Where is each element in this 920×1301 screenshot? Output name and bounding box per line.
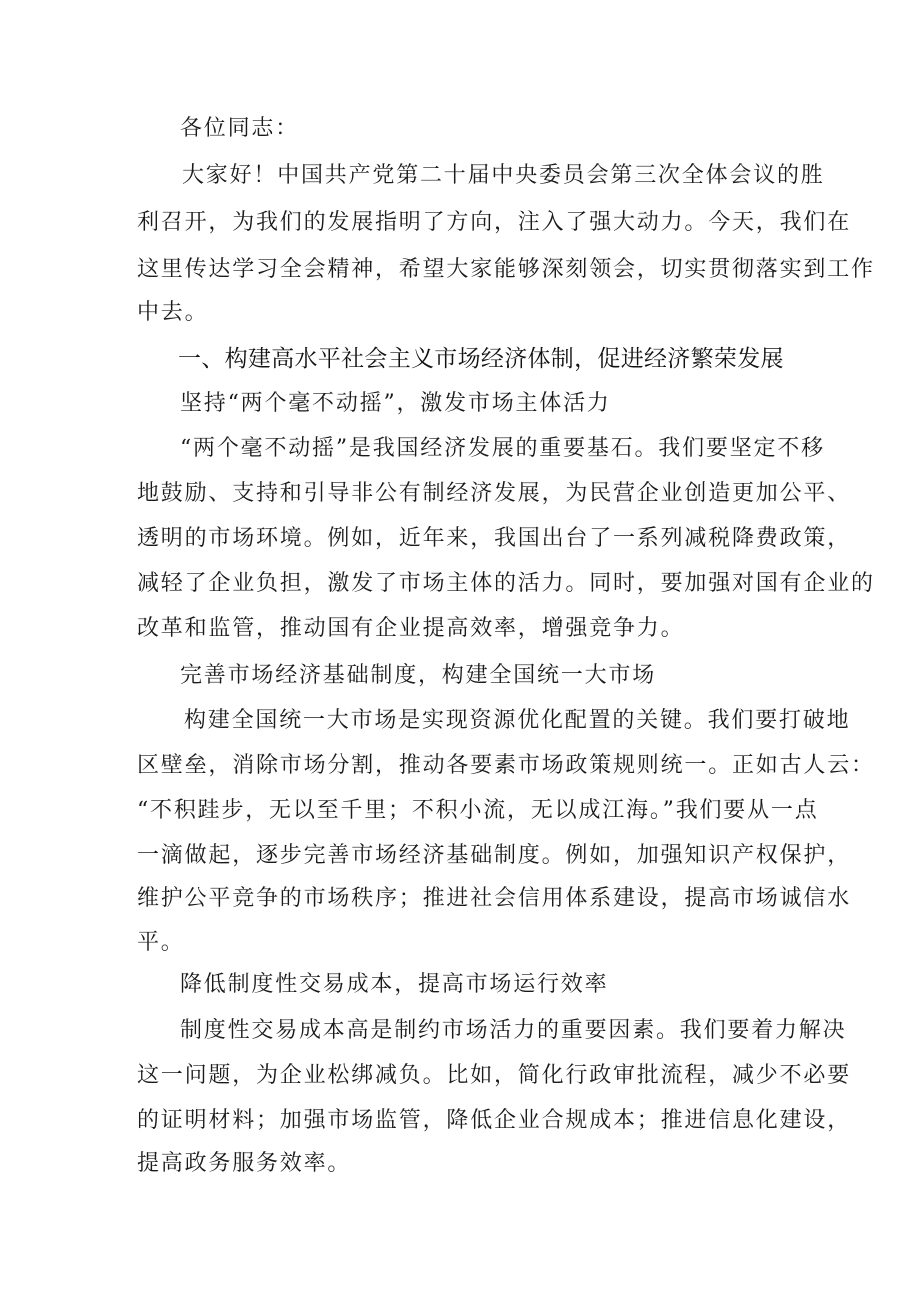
paragraph-line: “不积跬步，无以至千里；不积小流，无以成江海。”我们要从一点 (137, 798, 819, 823)
paragraph-line: 区壁垒，消除市场分割，推动各要素市场政策规则统一。正如古人云： (137, 753, 875, 778)
subsection-title: 完善市场经济基础制度，构建全国统一大市场 (180, 663, 657, 688)
paragraph-line: 减轻了企业负担，激发了市场主体的活力。同时，要加强对国有企业的 (137, 571, 875, 596)
paragraph-line: 的证明材料；加强市场监管，降低企业合规成本；推进信息化建设， (137, 1108, 852, 1133)
paragraph-line: “两个毫不动摇”是我国经济发展的重要基石。我们要坚定不移 (180, 436, 825, 461)
paragraph-line: 一滴做起，逐步完善市场经济基础制度。例如，加强知识产权保护， (137, 843, 852, 868)
section-heading: 一、构建高水平社会主义市场经济体制，促进经济繁荣发展 (178, 346, 784, 372)
intro-line: 利召开，为我们的发展指明了方向，注入了强大动力。今天，我们在 (137, 210, 852, 235)
paragraph-line: 制度性交易成本高是制约市场活力的重要因素。我们要着力解决 (180, 1018, 847, 1043)
paragraph-line: 平。 (137, 930, 185, 955)
paragraph-line: 维护公平竞争的市场秩序；推进社会信用体系建设，提高市场诚信水 (137, 886, 852, 911)
paragraph-line: 改革和监管，推动国有企业提高效率，增强竞争力。 (137, 616, 685, 641)
intro-line: 中去。 (137, 300, 209, 325)
subsection-title: 降低制度性交易成本，提高市场运行效率 (180, 972, 609, 997)
paragraph-line: 提高政务服务效率。 (137, 1151, 352, 1176)
paragraph-line: 构建全国统一大市场是实现资源优化配置的关键。我们要打破地 (184, 708, 851, 733)
paragraph-line: 地鼓励、支持和引导非公有制经济发展，为民营企业创造更加公平、 (137, 481, 852, 506)
salutation: 各位同志： (180, 116, 300, 141)
intro-line: 大家好！中国共产党第二十届中央委员会第三次全体会议的胜 (182, 163, 825, 188)
paragraph-line: 透明的市场环境。例如，近年来，我国出台了一系列减税降费政策， (137, 526, 852, 551)
intro-line: 这里传达学习全会精神，希望大家能够深刻领会，切实贯彻落实到工作 (137, 257, 875, 282)
subsection-title: 坚持“两个毫不动摇”，激发市场主体活力 (180, 391, 611, 416)
paragraph-line: 这一问题，为企业松绑减负。比如，简化行政审批流程，减少不必要 (137, 1063, 852, 1088)
